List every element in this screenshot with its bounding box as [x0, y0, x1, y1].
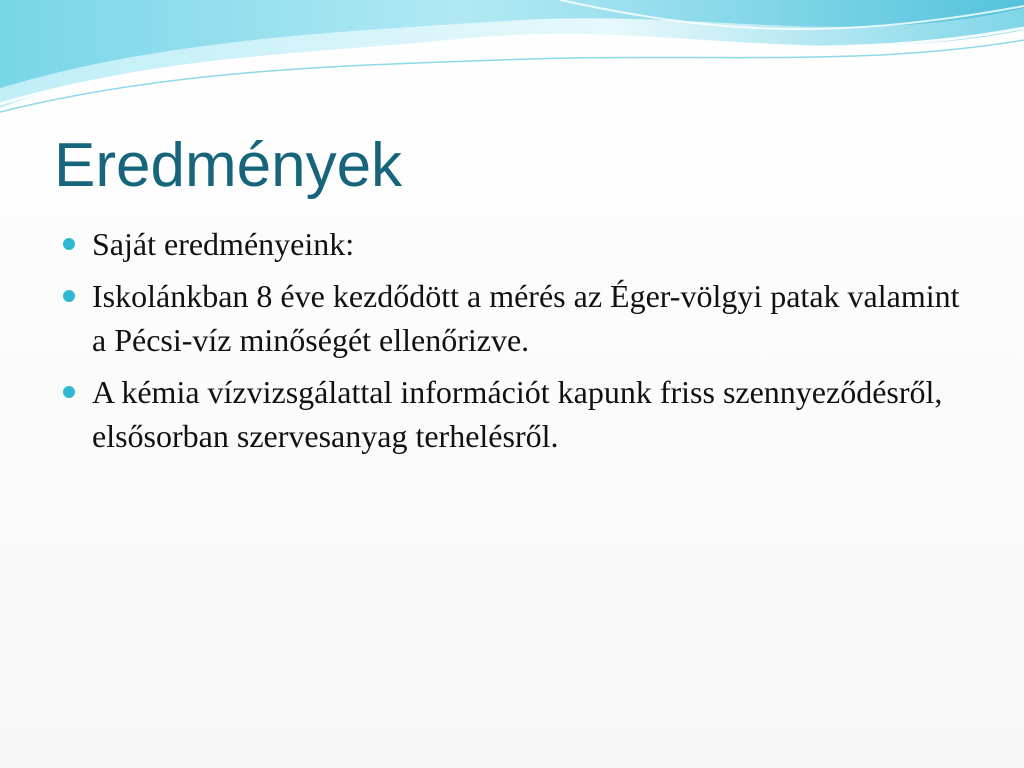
wave-decoration: [0, 0, 1024, 130]
bullet-text: A kémia vízvizsgálattal információt kapunk friss szennyeződésről, elsősorban szervesanyag terhelésről.: [92, 374, 943, 454]
bullet-item: [60, 370, 960, 458]
bullet-item: [60, 274, 960, 362]
bullet-dot-icon: [63, 290, 75, 302]
slide-title: Eredmények: [54, 131, 403, 200]
bullet-dot-icon: [63, 386, 75, 398]
bullet-text: Saját eredményeink:: [92, 226, 355, 262]
bullet-list: [60, 222, 960, 466]
bullet-dot-icon: [63, 238, 75, 250]
bullet-text: Iskolánkban 8 éve kezdődött a mérés az Éger-völgyi patak valamint a Pécsi-víz minőségét ellenőrizve.: [92, 278, 960, 358]
bullet-item: [60, 222, 960, 266]
